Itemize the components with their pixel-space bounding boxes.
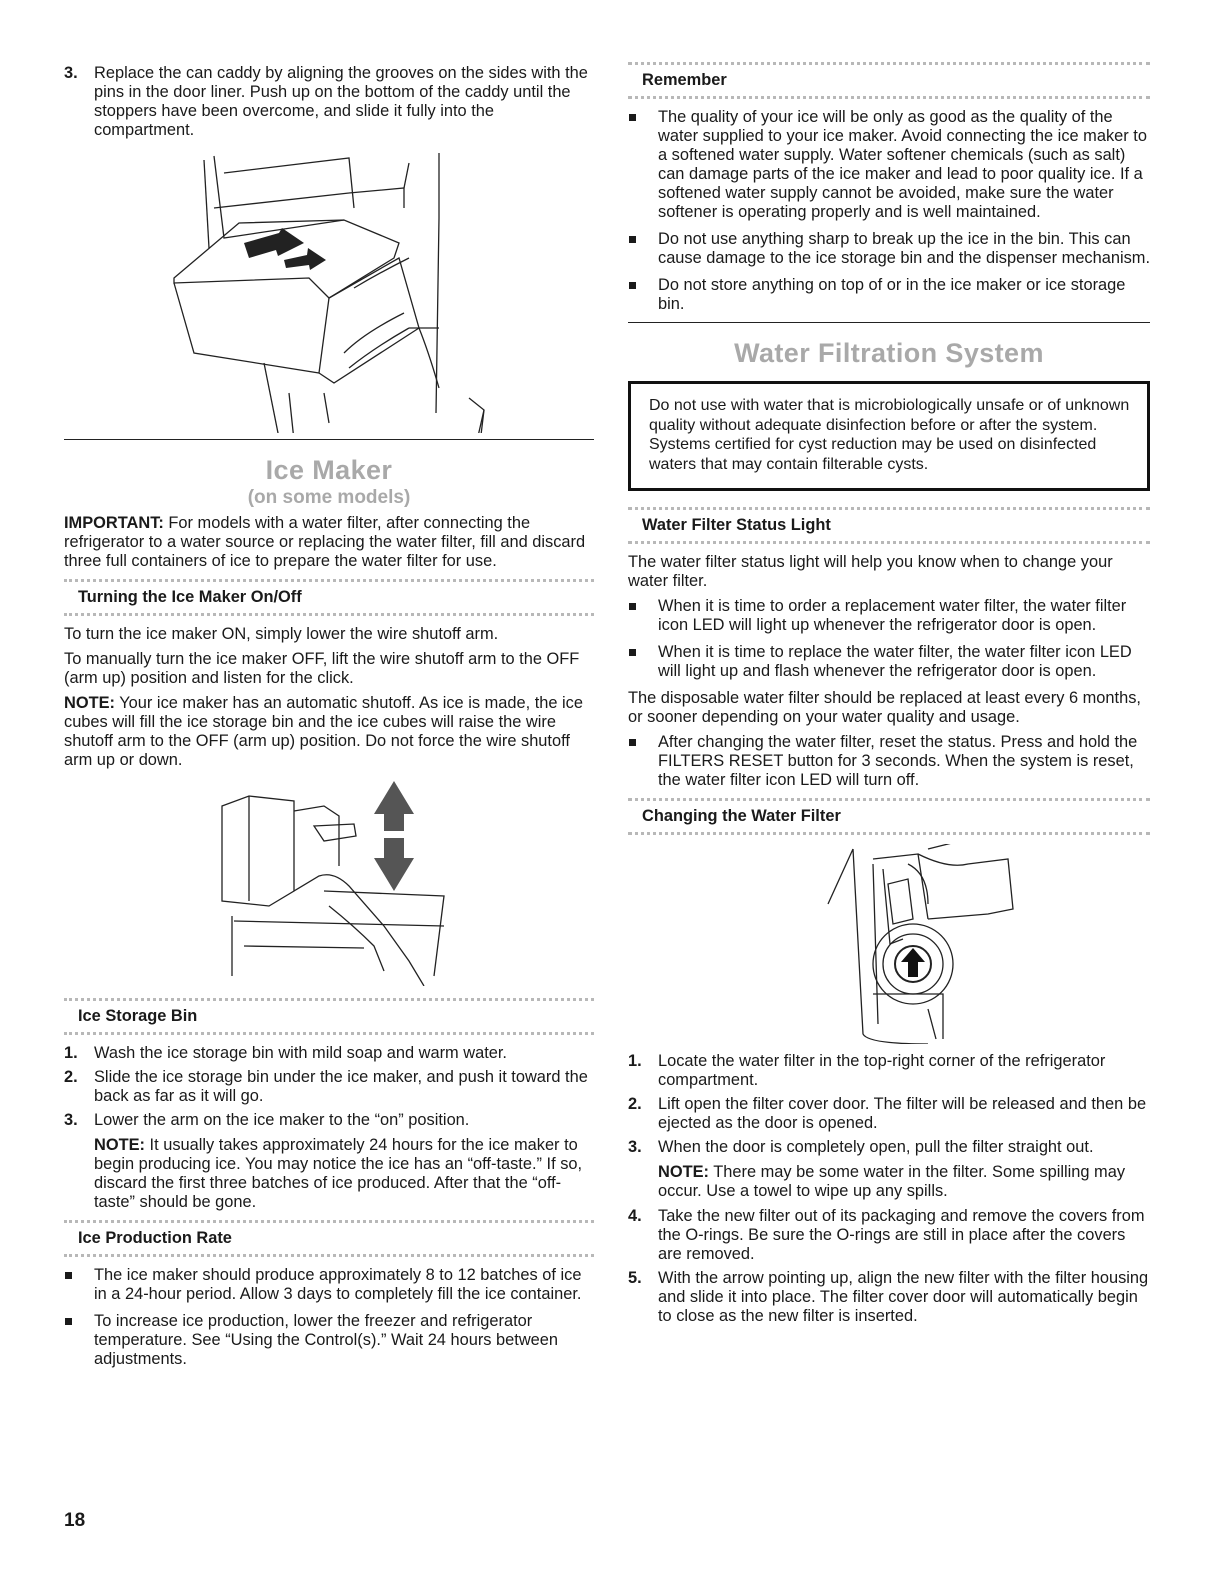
note-text: Your ice maker has an automatic shutoff. As ice is made, the ice cubes will fill the ice storage bin and the ice cubes will raise the wire shutoff arm to the OFF (arm up) position. Do not force the wire shutoff arm up or down. — [64, 694, 583, 769]
list-item — [64, 1111, 594, 1130]
note-label: NOTE: — [658, 1163, 709, 1181]
step-text: Replace the can caddy by aligning the grooves on the sides with the pins in the door liner. Push up on the bottom of the caddy until the stoppers have been overcome, and slide it fully into the compartment. — [94, 64, 588, 139]
list-item: Do not use anything sharp to break up the ice in the bin. This can cause damage to the ice storage bin and the dispenser mechanism. — [628, 230, 1150, 268]
step-text: Take the new filter out of its packaging and remove the covers from the O-rings. Be sure the O-rings are still in place after the covers are removed. — [658, 1207, 1145, 1263]
step-text: Wash the ice storage bin with mild soap and warm water. — [94, 1044, 507, 1062]
list-item: After changing the water filter, reset the status. Press and hold the FILTERS RESET button for 3 seconds. When the system is reset, the water filter icon LED will turn off. — [628, 733, 1150, 790]
subheading-remember: Remember — [628, 62, 1150, 99]
list-item — [64, 1068, 594, 1106]
list-item — [64, 64, 594, 140]
note — [64, 1136, 594, 1212]
list-item — [628, 1095, 1150, 1133]
can-caddy-illustration — [64, 148, 594, 433]
subheading-changing-water-filter: Changing the Water Filter — [628, 798, 1150, 835]
important-note — [64, 514, 594, 571]
step-number: 3. — [64, 1111, 78, 1129]
step-number: 2. — [628, 1095, 642, 1113]
list-item — [64, 1044, 594, 1063]
step-number: 1. — [628, 1052, 642, 1070]
subheading-water-filter-status-light: Water Filter Status Light — [628, 507, 1150, 544]
step-number: 3. — [628, 1138, 642, 1156]
section-divider — [64, 439, 594, 440]
section-title-ice-maker: Ice Maker — [265, 455, 393, 485]
step-number: 3. — [64, 64, 78, 82]
step-text: When the door is completely open, pull the filter straight out. — [658, 1138, 1094, 1156]
list-item: The ice maker should produce approximately 8 to 12 batches of ice in a 24-hour period. Allow 3 days to completely fill the ice container. — [64, 1266, 594, 1304]
list-item: When it is time to replace the water filter, the water filter icon LED will light up and flash whenever the refrigerator door is open. — [628, 643, 1150, 681]
warning-box: Do not use with water that is microbiologically unsafe or of unknown quality without adequate disinfection before or after the system. Systems certified for cyst reduction may be used on disinfected waters that may contain filterable cysts. — [628, 381, 1150, 491]
subheading-ice-storage-bin: Ice Storage Bin — [64, 998, 594, 1035]
list-item — [628, 1269, 1150, 1326]
remember-bullets — [628, 108, 1150, 314]
important-label: IMPORTANT: — [64, 514, 164, 532]
step-text: Lower the arm on the ice maker to the “on” position. — [94, 1111, 470, 1129]
status-light-bullets — [628, 597, 1150, 681]
section-title-water-filtration: Water Filtration System — [734, 338, 1044, 368]
step-number: 4. — [628, 1207, 642, 1225]
right-column — [628, 62, 1150, 1332]
paragraph: To turn the ice maker ON, simply lower the wire shutoff arm. — [64, 625, 499, 643]
note-label: NOTE: — [64, 694, 115, 712]
step-number: 2. — [64, 1068, 78, 1086]
note-text: It usually takes approximately 24 hours for the ice maker to begin producing ice. You may notice the ice has an “off-taste.” If so, discard the first three batches of ice produced. After that the “off-taste” should be gone. — [94, 1136, 583, 1211]
ice-storage-steps — [64, 1044, 594, 1130]
list-item — [628, 1207, 1150, 1264]
subheading-ice-production-rate: Ice Production Rate — [64, 1220, 594, 1257]
paragraph: The disposable water filter should be replaced at least every 6 months, or sooner depending on your water quality and usage. — [628, 689, 1141, 726]
changing-filter-steps-continued — [628, 1207, 1150, 1326]
paragraph: The water filter status light will help you know when to change your water filter. — [628, 553, 1113, 590]
important-text: For models with a water filter, after connecting the refrigerator to a water source or replacing the water filter, fill and discard three full containers of ice to prepare the water filter for use. — [64, 514, 586, 570]
step-text: Lift open the filter cover door. The filter will be released and then be ejected as the door is opened. — [658, 1095, 1147, 1132]
step-number: 5. — [628, 1269, 642, 1287]
note-label: NOTE: — [94, 1136, 145, 1154]
step-text: Locate the water filter in the top-right corner of the refrigerator compartment. — [658, 1052, 1106, 1089]
section-divider — [628, 322, 1150, 323]
step-number: 1. — [64, 1044, 78, 1062]
list-item — [628, 1052, 1150, 1090]
subheading-turning-on-off: Turning the Ice Maker On/Off — [64, 579, 594, 616]
list-item: Do not store anything on top of or in the ice maker or ice storage bin. — [628, 276, 1150, 314]
list-item: When it is time to order a replacement water filter, the water filter icon LED will light up whenever the refrigerator door is open. — [628, 597, 1150, 635]
reset-bullet — [628, 733, 1150, 790]
changing-filter-steps — [628, 1052, 1150, 1157]
ice-maker-heading-group — [64, 454, 594, 510]
can-caddy-step — [64, 64, 594, 140]
note-text: There may be some water in the filter. Some spilling may occur. Use a towel to wipe up any spills. — [658, 1163, 1126, 1200]
step-text: Slide the ice storage bin under the ice maker, and push it toward the back as far as it will go. — [94, 1068, 588, 1105]
list-item: The quality of your ice will be only as good as the quality of the water supplied to your ice maker. Avoid connecting the ice maker to a softened water supply. Water softener chemicals (such as salt) can damage parts of the ice maker and lead to poor quality ice. If a softened water supply cannot be avoided, make sure the water softener is operating properly and is well maintained. — [628, 108, 1150, 222]
list-item — [628, 1138, 1150, 1157]
list-item: To increase ice production, lower the freezer and refrigerator temperature. See “Using the Control(s).” Wait 24 hours between adjustments. — [64, 1312, 594, 1369]
step-text: With the arrow pointing up, align the new filter with the filter housing and slide it into place. The filter cover door will automatically begin to close as the new filter is inserted. — [658, 1269, 1149, 1325]
production-bullets — [64, 1266, 594, 1369]
left-column — [64, 64, 594, 1377]
water-filter-illustration — [628, 844, 1150, 1044]
page-number: 18 — [64, 1510, 86, 1531]
section-subtitle: (on some models) — [247, 487, 411, 508]
paragraph: To manually turn the ice maker OFF, lift the wire shutoff arm to the OFF (arm up) position and listen for the click. — [64, 650, 580, 687]
note — [628, 1163, 1150, 1201]
note — [64, 694, 594, 770]
ice-maker-arm-illustration — [64, 776, 594, 986]
